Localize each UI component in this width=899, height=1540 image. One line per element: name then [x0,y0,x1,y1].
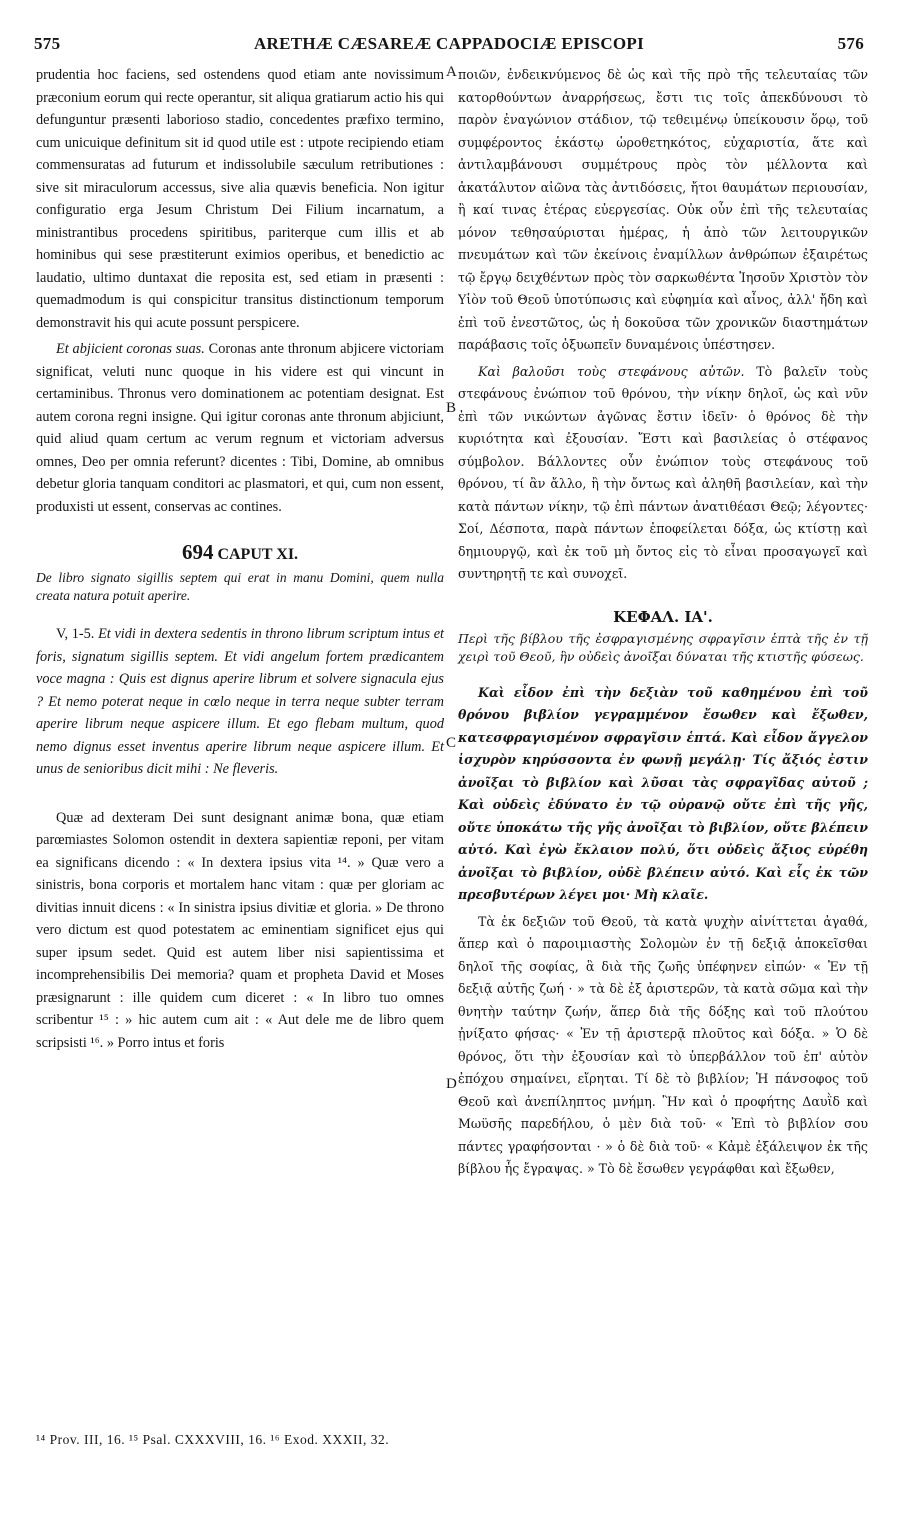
latin-chapter-title: CAPUT XI. [217,546,299,563]
latin-verse [36,623,444,781]
verse-reference: V, 1-5. [56,626,95,642]
margin-mark-b: B [446,400,457,416]
latin-paragraph-2 [36,338,444,518]
page-number-right: 576 [837,34,864,53]
column-number: 694 [181,540,214,564]
greek-paragraph-2 [458,361,868,586]
latin-column [36,64,444,1058]
margin-mark-a: A [446,64,457,80]
greek-chapter-summary: Περὶ τῆς βίβλου τῆς ἐσφραγισμένης σφραγῖσιν ἑπτὰ τῆς ἐν τῇ χειρὶ τοῦ Θεοῦ, ἣν οὐδεὶς ἀνοῖξαι δύναται τῆς κτιστῆς φύσεως. [458,630,868,664]
latin-chapter-summary: De libro signato sigillis septem qui erat in manu Domini, quem nulla creata natura potuit aperire. [36,570,444,603]
greek-chapter-title: ΚΕΦΑΛ. ΙΑ'. [613,607,713,626]
page-number-left: 575 [34,34,61,53]
spacer [36,785,444,807]
greek-verse: Καὶ εἶδον ἐπὶ τὴν δεξιὰν τοῦ καθημένου ἐπὶ τοῦ θρόνου βιβλίον γεγραμμένον ἔσωθεν καὶ ἔξωθεν, κατεσφραγισμένον σφραγῖσιν ἑπτά. Καὶ εἶδον ἄγγελον ἰσχυρὸν κηρύσσοντα ἐν φωνῇ μεγάλῃ· Τίς ἄξιός ἐστιν ἀνοῖξαι τὸ βιβλίον καὶ λῦσαι τὰς σφραγῖδας αὐτοῦ ; Καὶ οὐδεὶς ἐδύνατο ἐν τῷ οὐρανῷ οὔτε ἐπὶ τῆς γῆς, οὔτε ὑποκάτω τῆς γῆς ἀνοῖξαι τὸ βιβλίον, οὔτε βλέπειν αὐτό. Καὶ ἐγὼ ἔκλαιον πολύ, ὅτι οὐδεὶς ἄξιος εὑρέθη ἀνοῖξαι τὸ βιβλίον, οὐδὲ βλέπειν αὐτό. Καὶ εἷς ἐκ τῶν πρεσβυτέρων λέγει μοι· Μὴ κλαῖε. [458,684,868,902]
greek-lemma: Καὶ βαλοῦσι τοὺς στεφάνους αὐτῶν. [478,363,745,379]
page-header [34,34,864,58]
footnotes: ¹⁴ Prov. III, 16. ¹⁵ Psal. CXXXVIII, 16. ¹⁶ Exod. XXXII, 32. [36,1432,390,1447]
latin-paragraph-3: Quæ ad dexteram Dei sunt designant animæ bona, quæ etiam parœmiastes Solomon ostendit in dextera sapientiæ reponi, per vitam ea significans dicendo : « In dextera ipsius vita ¹⁴. » Quæ vero a sinistris, bona corporis et mortalem hanc vitam : quæ per gloriam ac divitias innuit dicens : « In sinistra ipsius divitiæ et gloria. » De throno vero dictum est quod potestatem ac eminentiam significet ejus qui super ipsum sedet. Quid est autem liber nisi sapientissima et incomprehensibilis Dei memoria? quam et propheta David et Moses præsignarunt : ille quidem cum diceret : « In libro tuo omnes scribentur ¹⁵ : » hic autem cum ait : « Aut dele me de libro quem scripsisti ¹⁶. » Porro intus et foris [36,809,444,1051]
greek-paragraph-3: Τὰ ἐκ δεξιῶν τοῦ Θεοῦ, τὰ κατὰ ψυχὴν αἰνίττεται ἀγαθά, ἅπερ καὶ ὁ παροιμιαστὴς Σολομὼν ἐν τῇ δεξιᾷ ἀποκεῖσθαι δηλοῖ τῆς σοφίας, ἃ διὰ τῆς ζωῆς ὑπέφηνεν εἰπών· « Ἐν τῇ δεξιᾷ αὐτῆς ζωή · » τὰ δὲ ἐξ ἀριστερῶν, τὰ κατὰ σῶμα καὶ τὴν θνητὴν ταύτην ζωήν, ἅπερ διὰ τῆς δόξης καὶ τοῦ πλούτου ᾐνίξατο φήσας· « Ἐν τῇ ἀριστερᾷ πλοῦτος καὶ δόξα. » Ὁ δὲ θρόνος, ὅτι τὴν ἐξουσίαν καὶ τὸ ὑπερβάλλον τοῦ ἐπ' αὐτὸν ἐπόχου σημαίνει, εἴρηται. Τί δὲ τὸ βιβλίον; Ἡ πάνσοφος τοῦ Θεοῦ καὶ ἀνεπίληπτος μνήμη. Ἣν καὶ ὁ προφήτης Δαυῒδ καὶ Μωϋσῆς παρεδήλου, ὁ μὲν διὰ τοῦ· « Ἐπὶ τὸ βιβλίον σου πάντες γραφήσονται · » ὁ δὲ διὰ τοῦ· « Κἀμὲ ἐξάλειψον ἐκ τῆς βίβλου ἧς ἔγραψας. » Τὸ δὲ ἔσωθεν γεγράφθαι καὶ ἔξωθεν, [458,913,868,1176]
greek-paragraph-2-text: Τὸ βαλεῖν τοὺς στεφάνους ἐνώπιον τοῦ θρόνου, τὴν νίκην δηλοῖ, ὡς καὶ νῦν ἐπὶ τῶν νικώντων ἀγῶνας ἔστιν ἰδεῖν· ὁ θρόνος δὲ τὴν κυριότητα καὶ ἐξουσίαν. Ἔστι καὶ βασιλείας ὁ στέφανος σύμβολον. Βάλλοντες οὖν ἐνώπιον τοὺς στεφάνους τοῦ θρόνου, τί ἂν ἄλλο, ἢ τὴν ὄντως καὶ ἀληθῆ βασιλείαν, καὶ τὴν κατὰ πάντων νίκην, τῷ ἐπὶ πάντων ἀνατιθέασι Θεῷ; λέγοντες· Σοί, Δέσποτα, παρὰ πάντων ἐποφείλεται δόξα, ὡς κτίστῃ καὶ δημιουργῷ, καὶ ἐκ τοῦ μὴ ὄντος εἰς τὸ εἶναι προσαγωγεῖ καὶ συντηρητῇ τε καὶ συνοχεῖ. [458,363,868,581]
margin-mark-d: D [446,1076,457,1092]
greek-column [458,64,868,1185]
latin-lemma: Et abjicient coronas suas. [56,341,205,357]
margin-mark-c: C [446,735,457,751]
greek-paragraph-1: ποιῶν, ἐνδεικνύμενος δὲ ὡς καὶ τῆς πρὸ τῆς τελευταίας τῶν κατορθούντων ἀναρρήσεως, ἔστι τις τοῖς ἀπεκδύνουσι τὸ παρὸν ἐναγώνιον στάδιον, τῷ τεθειμένῳ ὑπείκουσιν ὅρῳ, τοῦ συμφέροντος ἑκάστῳ ὡροθετηκότος, εὐχαριστία, ἅτε καὶ ἀντιλαμβάνουσι συμμέτρους πρὸς τὸν μέλλοντα καὶ ἀκατάλυτον αἰῶνα τὰς ἀντιδόσεις, ἤτοι θαυμάτων περιουσίαν, ἢ καί τινας ἑτέρας εὐεργεσίας. Οὐκ οὖν ἐπὶ τῆς τελευταίας μόνον τεθησαύρισται ἡμέρας, ἡ ἀπὸ τῶν λειτουργικῶν πνευμάτων καὶ τῶν ἐκείνοις ἐναμίλλων ἀνθρώπων ἐξαιρέτως τῷ ἔργῳ δειχθέντων πρὸς τὸν σαρκωθέντα Ἰησοῦν Χριστὸν τὸν Υἱὸν τοῦ Θεοῦ ὑποτύπωσις καὶ εὐφημία καὶ αἶνος, ἀλλ' ἤδη καὶ ἐπὶ τοῦ ἐνεστῶτος, ὡς ἡ δοκοῦσα τῶν χρονικῶν διαστημάτων παράβασις τοῖς ὀξυωπεῖν δυναμένοις ὑπέστησεν. [458,67,868,352]
latin-verse-text: Et vidi in dextera sedentis in throno librum scriptum intus et foris, signatum sigillis septem. Et vidi angelum fortem prædicantem voce magna : Quis est dignus aperire librum et solvere signacula ejus ? Et nemo poterat neque in cœlo neque in terra neque subter terram aperire librum neque aspicere illum. Et ego flebam multum, quod nemo dignus esset inventus aperire librum neque aspicere illum. Et unus de senioribus dicit mihi : Ne fleveris. [36,626,445,777]
latin-paragraph-2-text: Coronas ante thronum abjicere victoriam significat, veluti nunc quoque in his videre est qui vincunt in certaminibus. Thronus vero dominationem ac potentiam designat. Est autem corona regni insigne. Qui igitur coronas ante thronum abjiciunt, quid aliud quam certum ac verum regnum et victoriam adversus omnes, Deo per omnia referunt? dicentes : Tibi, Domine, ab omnibus debetur gloria tanquam conditori ac plasmatori, et qui, cum non essent, produxisti ut essent, conservas ac contines. [36,341,444,515]
latin-paragraph-1: prudentia hoc faciens, sed ostendens quod etiam ante novissimum præconium eorum qui recte operantur, sit aliqua gratiarum actio his qui defunguntur præsenti laborioso stadio, concedentes præfixo termino, cum unicuique definitum sit id quod utile est : utpote recipiendo etiam commensuratas ad futurum et indissolubile sæculum retributiones : sive sit miraculorum accessus, sive alia quævis beneficia. Non igitur configuratio erga Jesum Christum Dei Filium incarnatum, a ministrantibus procedens spiritibus, pariterque cum illis et ab hominibus qui sese præstiterunt eximios operibus, et benedictio ac laudatio, ultimo duntaxat die reposita est, sed etiam in præsenti : quemadmodum is qui conspicitur transitus distinctionum temporum demonstravit his qui acute possunt perspicere. [36,67,444,331]
latin-chapter-heading [36,540,444,565]
running-title: ARETHÆ CÆSAREÆ CAPPADOCIÆ EPISCOPI [253,34,645,53]
